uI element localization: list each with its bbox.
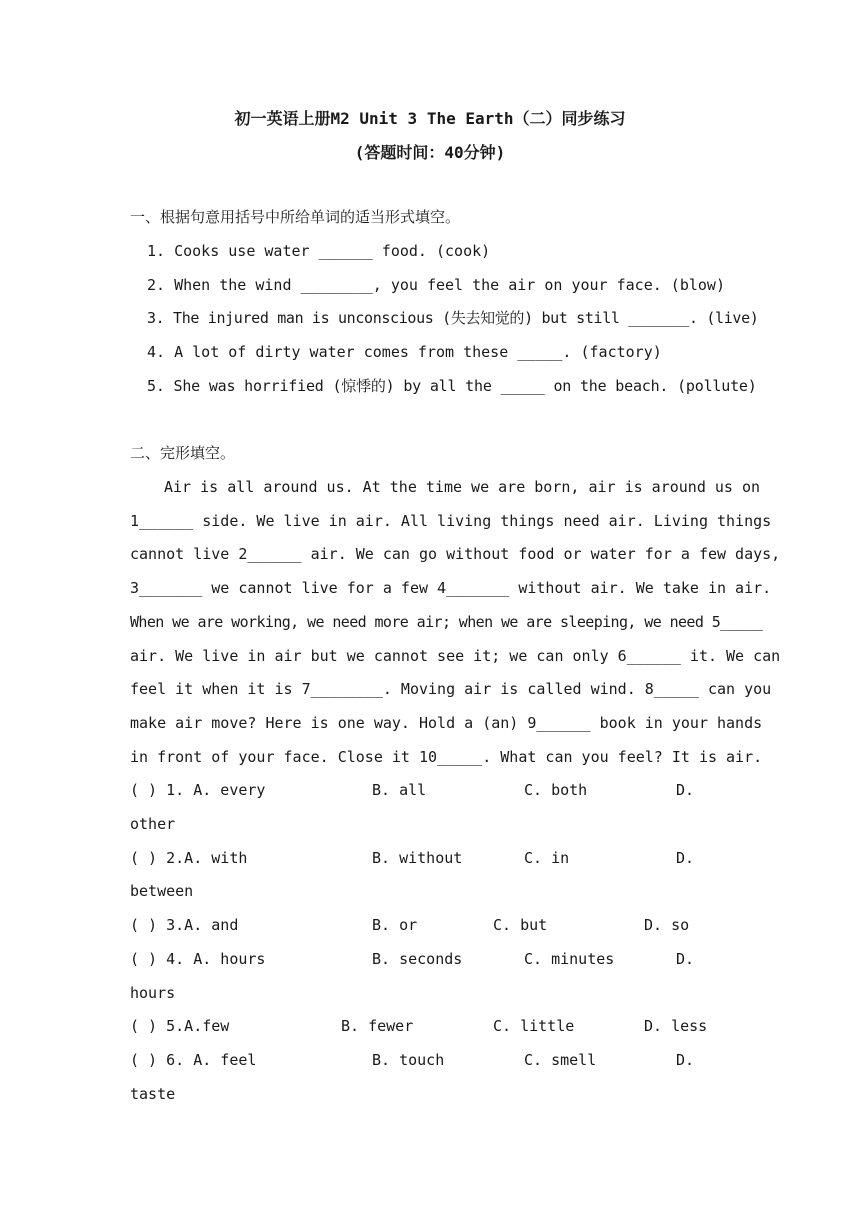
question-4-option-c: C. minutes: [524, 950, 615, 968]
question-3-option-a: ( ) 3.A. and: [130, 916, 239, 934]
question-6-option-b: B. touch: [372, 1051, 445, 1069]
section1-item-3: 3. The injured man is unconscious (失去知觉的) but still _______. (live): [147, 309, 759, 327]
passage-line-2: 1______ side. We live in air. All living things need air. Living things: [130, 512, 772, 530]
section1-item-2: 2. When the wind ________, you feel the air on your face. (blow): [147, 276, 725, 294]
question-row-5: [130, 1016, 730, 1036]
passage-line-5: When we are working, we need more air; when we are sleeping, we need 5_____: [130, 613, 763, 631]
section1-item-1: 1. Cooks use water ______ food. (cook): [147, 242, 491, 260]
question-1-option-b: B. all: [372, 781, 427, 799]
section1-item-5: 5. She was horrified (惊悸的) by all the _____ on the beach. (pollute): [147, 377, 757, 395]
section1-heading: 一、根据句意用括号中所给单词的适当形式填空。: [130, 208, 461, 226]
question-2-option-b: B. without: [372, 849, 463, 867]
page-title: 初一英语上册M2 Unit 3 The Earth（二）同步练习: [234, 109, 626, 128]
passage-line-7: feel it when it is 7________. Moving air is called wind. 8_____ can you: [130, 680, 772, 698]
question-row-4: [130, 949, 730, 969]
question-2-option-c: C. in: [524, 849, 570, 867]
section1-item-4: 4. A lot of dirty water comes from these _____. (factory): [147, 343, 662, 361]
question-4-option-b: B. seconds: [372, 950, 463, 968]
question-4-option-d-wrap: hours: [130, 984, 176, 1002]
question-6-option-d: D.: [676, 1051, 695, 1069]
question-1-option-a: ( ) 1. A. every: [130, 781, 266, 799]
question-4-option-a: ( ) 4. A. hours: [130, 950, 266, 968]
question-6-option-a: ( ) 6. A. feel: [130, 1051, 257, 1069]
passage-line-6: air. We live in air but we cannot see it; we can only 6______ it. We can: [130, 647, 781, 665]
question-row-6: [130, 1050, 730, 1070]
question-5-option-d: D. less: [644, 1017, 708, 1035]
section2-heading: 二、完形填空。: [130, 444, 236, 462]
question-3-option-c: C. but: [493, 916, 548, 934]
question-row-3: [130, 915, 730, 935]
question-5-option-c: C. little: [493, 1017, 575, 1035]
passage-line-8: make air move? Here is one way. Hold a (an) 9______ book in your hands: [130, 714, 763, 732]
question-6-option-c: C. smell: [524, 1051, 597, 1069]
question-2-option-d-wrap: between: [130, 882, 194, 900]
question-1-option-d: D.: [676, 781, 695, 799]
question-2-option-d: D.: [676, 849, 695, 867]
question-3-option-d: D. so: [644, 916, 690, 934]
question-4-option-d: D.: [676, 950, 695, 968]
question-6-option-d-wrap: taste: [130, 1085, 176, 1103]
passage-line-3: cannot live 2______ air. We can go without food or water for a few days,: [130, 545, 781, 563]
question-row-1: [130, 780, 730, 800]
passage-line-9: in front of your face. Close it 10_____. What can you feel? It is air.: [130, 748, 763, 766]
question-2-option-a: ( ) 2.A. with: [130, 849, 248, 867]
question-5-option-a: ( ) 5.A.few: [130, 1017, 230, 1035]
question-row-2: [130, 848, 730, 868]
passage-line-4: 3_______ we cannot live for a few 4_______ without air. We take in air.: [130, 579, 772, 597]
question-1-option-d-wrap: other: [130, 815, 176, 833]
question-3-option-b: B. or: [372, 916, 418, 934]
page-subtitle: (答题时间：40分钟): [354, 143, 506, 162]
passage-line-1: Air is all around us. At the time we are born, air is around us on: [164, 478, 761, 496]
question-5-option-b: B. fewer: [341, 1017, 414, 1035]
question-1-option-c: C. both: [524, 781, 588, 799]
